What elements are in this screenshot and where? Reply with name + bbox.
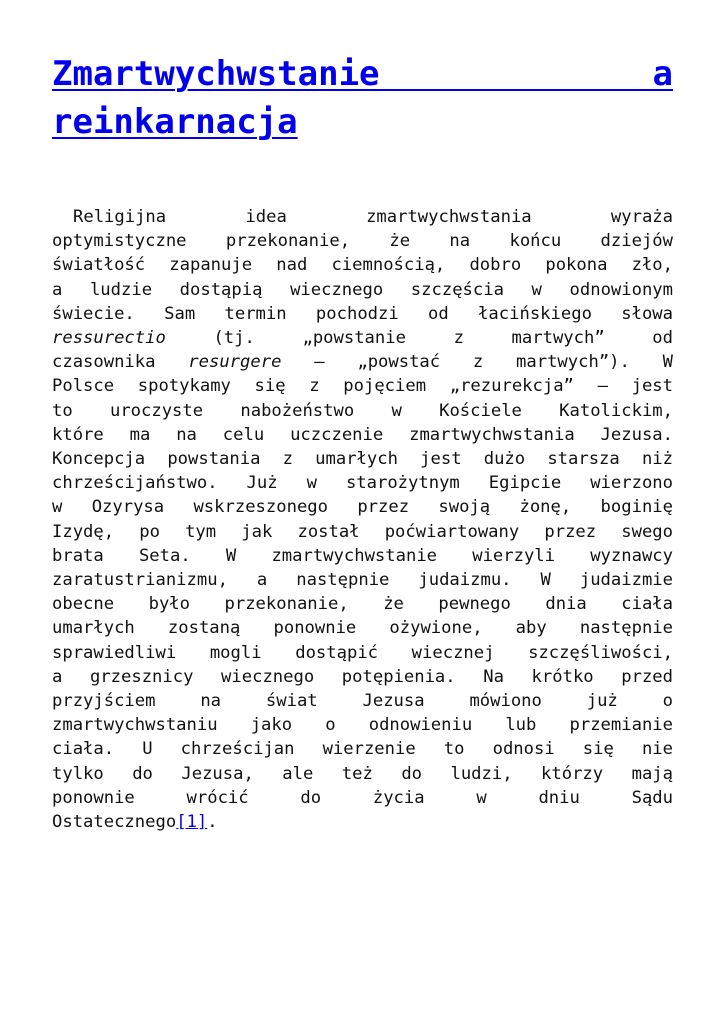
body-line: świecie. Sam termin pochodzi od łacińskiego słowa <box>52 303 673 324</box>
body-line: chrześcijaństwo. Już w starożytnym Egipcie wierzono <box>52 473 673 494</box>
body-line: a grzesznicy wiecznego potępienia. Na krótko przed <box>52 666 673 687</box>
body-line: sprawiedliwi mogli dostąpić wiecznej szczęśliwości, <box>52 642 673 663</box>
body-line: obecne było przekonanie, że pewnego dnia ciała <box>52 594 673 615</box>
body-line: tylko do Jezusa, ale też do ludzi, którzy mają <box>52 763 673 784</box>
body-line: ciała. U chrześcijan wierzenie to odnosi się nie <box>52 739 673 760</box>
body-line: w Ozyrysa wskrzeszonego przez swoją żonę, boginię <box>52 497 673 518</box>
body-line: brata Seta. W zmartwychwstanie wierzyli wyznawcy <box>52 545 673 566</box>
body-line: przyjściem na świat Jezusa mówiono już o <box>52 691 673 712</box>
final-period: . <box>207 812 218 833</box>
body-line: optymistyczne przekonanie, że na końcu dziejów <box>52 231 673 252</box>
article-title-link[interactable] <box>52 50 673 98</box>
title-line2: reinkarnacja <box>52 102 298 142</box>
body-line-text: Ostatecznego <box>52 812 177 833</box>
body-line-rest: – „powstać z martwych”). W <box>281 352 673 373</box>
body-line: zaratustrianizmu, a następnie judaizmu. W judaizmie <box>52 570 673 591</box>
body-line: Koncepcja powstania z umarłych jest dużo starsza niż <box>52 449 673 470</box>
body-line: a ludzie dostąpią wiecznego szczęścia w odnowionym <box>52 279 673 300</box>
body-line: to uroczyste nabożeństwo w Kościele Katolickim, <box>52 400 673 421</box>
body-line-ressurectio <box>52 326 673 350</box>
body-line-start: czasownika <box>52 352 156 373</box>
body-line-last <box>52 810 673 834</box>
body-line-rest: (tj. „powstanie z martwych” od <box>165 328 673 349</box>
body-line: ponownie wrócić do życia w dniu Sądu <box>52 787 673 808</box>
title-line1-right: a <box>652 54 673 94</box>
body-line: Izydę, po tym jak został poćwiartowany przez swego <box>52 521 673 542</box>
body-line: Religijna idea zmartwychwstania wyraża <box>73 207 673 227</box>
latin-word-ressurectio: ressurectio <box>52 328 166 349</box>
footnote-link[interactable]: [1] <box>176 812 208 833</box>
body-line: Polsce spotykamy się z pojęciem „rezurekcja” – jest <box>52 376 673 397</box>
body-line: zmartwychwstaniu jako o odnowieniu lub przemianie <box>52 715 673 736</box>
article-body <box>52 205 673 834</box>
article <box>52 50 673 833</box>
article-title-link-line2[interactable] <box>52 102 298 142</box>
body-line: które ma na celu uczczenie zmartwychwstania Jezusa. <box>52 424 673 445</box>
body-line: umarłych zostaną ponownie ożywione, aby następnie <box>52 618 673 639</box>
article-title <box>52 50 673 146</box>
title-line1-left: Zmartwychwstanie <box>52 54 380 94</box>
latin-word-resurgere: resurgere <box>188 352 282 373</box>
body-line: światłość zapanuje nad ciemnością, dobro pokona zło, <box>52 255 673 276</box>
body-line-resurgere <box>52 350 673 374</box>
